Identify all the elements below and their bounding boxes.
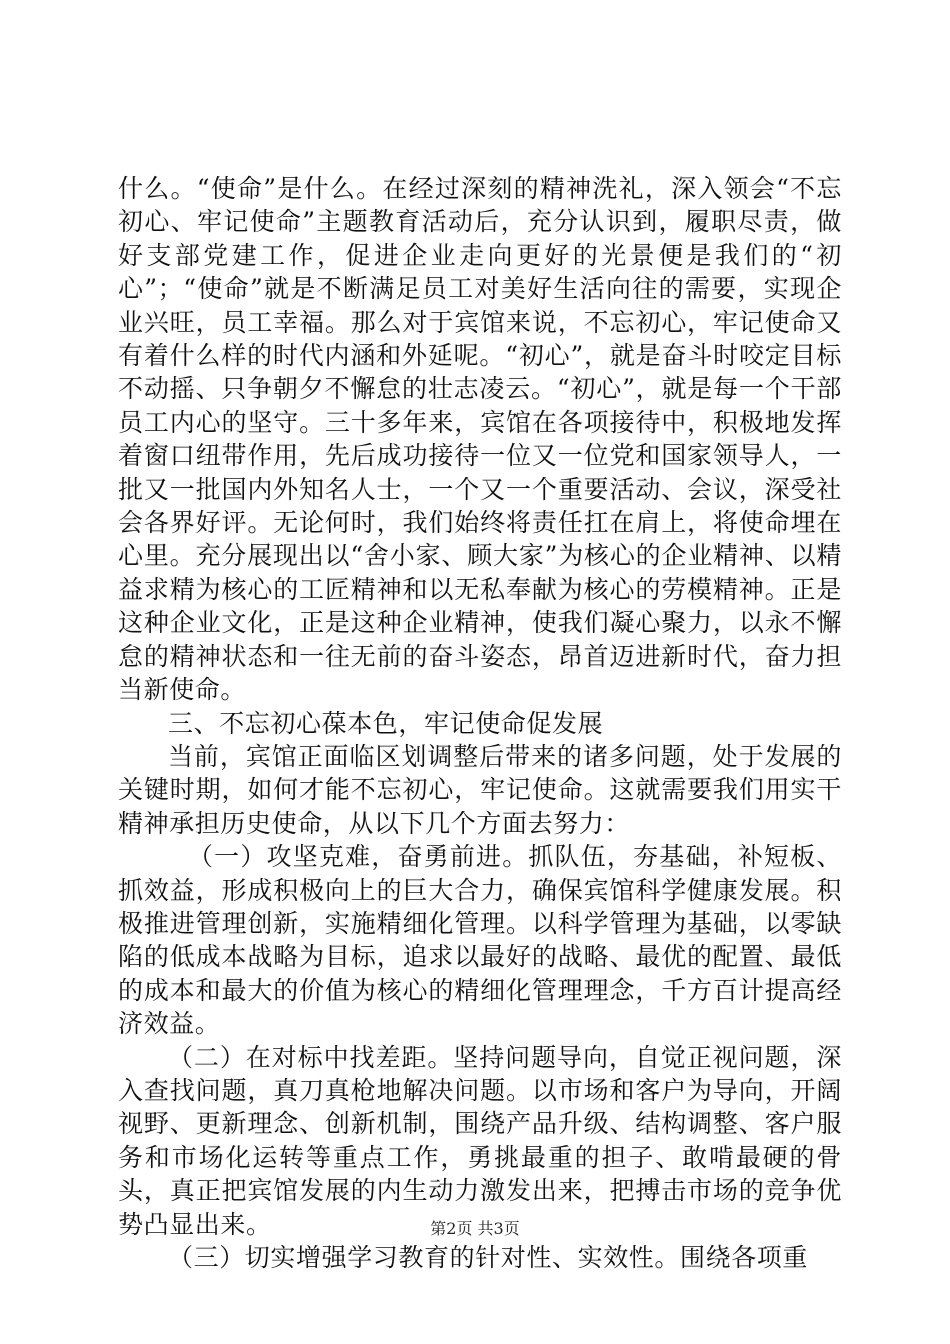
paragraph-current-situation: 当前，宾馆正面临区划调整后带来的诸多问题，处于发展的关键时期，如何才能不忘初心，牢记使命。这就需要我们用实干精神承担历史使命，从以下几个方面去努力： bbox=[118, 741, 842, 838]
paragraph-item-one: （一）攻坚克难，奋勇前进。抓队伍，夯基础，补短板、抓效益，形成积极向上的巨大合力，确保宾馆科学健康发展。积极推进管理创新，实施精细化管理。以科学管理为基础，以零缺陷的低成本战略为目标，追求以最好的战略、最优的配置、最低的成本和最大的价值为核心的精细化管理理念，千方百计提高经济效益。 bbox=[118, 842, 842, 1039]
page-number-footer: 第2页 共3页 bbox=[430, 1219, 520, 1238]
paragraph-item-three: （三）切实增强学习教育的针对性、实效性。围绕各项重 bbox=[168, 1243, 809, 1272]
section-heading-three: 三、不忘初心葆本色，牢记使命促发展 bbox=[168, 708, 604, 738]
paragraph-continuation: 什么。“使命”是什么。在经过深刻的精神洗礼，深入领会“不忘初心、牢记使命”主题教育活动后，充分认识到，履职尽责，做好支部党建工作，促进企业走向更好的光景便是我们的“初心”；“使命”就是不断满足员工对美好生活向往的需要，实现企业兴旺，员工幸福。那么对于宾馆来说，不忘初心，牢记使命又有着什么样的时代内涵和外延呢。“初心”，就是奋斗时咬定目标不动摇、只争朝夕不懈怠的壮志凌云。“初心”，就是每一个干部员工内心的坚守。三十多年来，宾馆在各项接待中，积极地发挥着窗口纽带作用，先后成功接待一位又一位党和国家领导人，一批又一批国内外知名人士，一个又一个重要活动、会议，深受社会各界好评。无论何时，我们始终将责任扛在肩上，将使命埋在心里。充分展现出以“舍小家、顾大家”为核心的企业精神、以精益求精为核心的工匠精神和以无私奉献为核心的劳模精神。正是这种企业文化，正是这种企业精神，使我们凝心聚力，以永不懈怠的精神状态和一往无前的奋斗姿态，昂首迈进新时代，奋力担当新使命。 bbox=[118, 174, 842, 705]
document-body bbox=[118, 172, 842, 1274]
paragraph-item-two: （二）在对标中找差距。坚持问题导向，自觉正视问题，深入查找问题，真刀真枪地解决问题。以市场和客户为导向，开阔视野、更新理念、创新机制，围绕产品升级、结构调整、客户服务和市场化运转等重点工作，勇挑最重的担子、敢啃最硬的骨头，真正把宾馆发展的内生动力激发出来，把搏击市场的竞争优势凸显出来。 bbox=[118, 1042, 842, 1239]
